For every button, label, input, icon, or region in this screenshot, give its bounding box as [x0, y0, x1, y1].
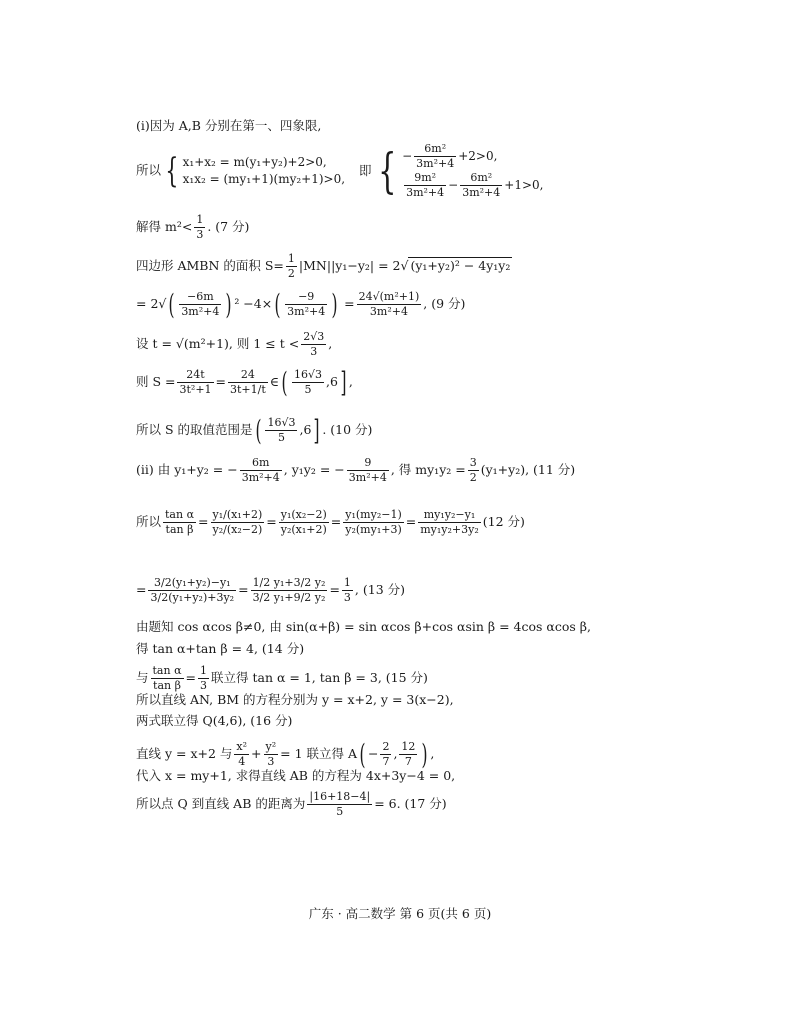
line-equations: 所以直线 AN, BM 的方程分别为 y = x+2, y = 3(x−2), [136, 692, 454, 707]
trig-identity: 由题知 cos αcos β≠0, 由 sin(α+β) = sin αcos β+cos αsin β = 4cos αcos β, [136, 619, 591, 634]
line-ab: 代入 x = my+1, 求得直线 AB 的方程为 4x+3y−4 = 0, [136, 768, 456, 783]
s-range-conclusion: 所以 S 的取值范围是( $\frac{16√3}{5}$ ,6] . (10 分) [136, 413, 373, 447]
area-computation: = 2√( $\frac{-6m}{\text{3m²+4}}$ ) ² −4×( $\frac{-9}{\text{3m²+4}}$ ) = $\frac{\text{24√(m²+1)}}{\text{3m²+4}}$ , (9 分) [136, 287, 466, 321]
point-q: 两式联立得 Q(4,6), (16 分) [136, 713, 293, 728]
s-range-derivation: 则 S = $\frac{24t}{\text{3t²+1}}$ = $\frac{24}{3t+1/t}$ ∈( $\frac{16√3}{5}$ ,6] , [136, 365, 353, 399]
point-a: 直线 y = x+2 与 $\frac{\text{x²}}{4}$ + $\frac{\text{y²}}{3}$ = 1 联立得 A( − $\frac{2}{7}$ , $\frac{12}{7}$ ) , [136, 737, 435, 771]
page-footer: 广东 · 高二数学 第 6 页(共 6 页) [308, 906, 492, 921]
tan-values: 与 $\frac{\text{tan α}}{\text{tan β}}$ = $\frac{1}{3}$ 联立得 tan α = 1, tan β = 3, (15 分) [136, 664, 428, 692]
area-formula: 四边形 AMBN 的面积 S= $\frac{1}{2}$ |MN||y₁−y₂| = 2√ (y₁+y₂)² − 4y₁y₂ [136, 252, 511, 280]
tan-ratio-simplified: = $\frac{\text{3/2(y₁+y₂)−y₁}}{\text{3/2(y₁+y₂)+3y₂}}$ = $\frac{\text{1/2 y₁+3/2 y₂}}{\text{3/2 y₁+9/2 y₂}}$ = $\frac{1}{3}$ , (13 分) [136, 576, 406, 604]
tan-sum: 得 tan α+tan β = 4, (14 分) [136, 641, 305, 656]
tan-ratio: 所以 $\frac{\text{tan α}}{\text{tan β}}$ = $\frac{\text{y₁/(x₁+2)}}{\text{y₂/(x₂−2)}}$ = $\frac{\text{y₁(x₂−2)}}{\text{y₂(x₁+2)}}$ = $\frac{\text{y₁(my₂−1)}}{\text{y₂(my₁+3)}}$ = $\frac{\text{my₁y₂−y₁}}{\text{my₁y₂+3y₂}}$ (12 分) [136, 508, 525, 536]
substitution-t: 设 t = √(m²+1), 则 1 ≤ t < $\frac{2√3}{3}$ , [136, 330, 333, 358]
part-i-intro: (i)因为 A,B 分别在第一、四象限, [136, 118, 322, 133]
part-ii-vieta: (ii) 由 y₁+y₂ = − $\frac{6m}{\text{3m²+4}}$ , y₁y₂ = − $\frac{9}{\text{3m²+4}}$ , 得 my₁y₂ = $\frac{3}{2}$ (y₁+y₂), (11 分) [136, 456, 576, 484]
m-squared-result: 解得 m²< $\frac{1}{3}$ . (7 分) [136, 213, 250, 241]
system-conditions: 所以 { x₁+x₂ = m(y₁+y₂)+2>0, x₁x₂ = (my₁+1)(my₂+1)>0, 即 { − $\frac{\text{6m²}}{\text{3m²+4}}$ +2>0, $\frac{\text{9m²}}{\text{3m²+4}}$ − $\frac{\text{6m²}}{\text{3m²+4}}$ +1>0, [136, 142, 544, 199]
distance-result: 所以点 Q 到直线 AB 的距离为 $\frac{|16+18-4|}{5}$ = 6. (17 分) [136, 790, 447, 818]
